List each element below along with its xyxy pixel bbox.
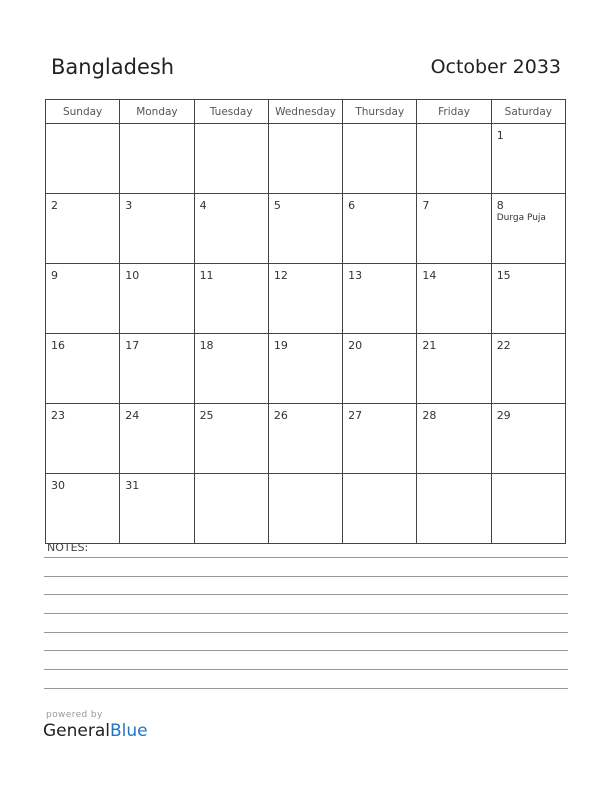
- day-number: 29: [496, 409, 511, 422]
- day-cell: [46, 474, 120, 544]
- day-number: 17: [125, 339, 140, 352]
- day-cell: [268, 474, 342, 544]
- brand-logo-blue: Blue: [110, 721, 148, 741]
- notes-line: [44, 650, 568, 651]
- day-number: 28: [422, 409, 437, 422]
- day-number: 26: [273, 409, 288, 422]
- notes-line: [44, 594, 568, 595]
- day-cell: [417, 264, 491, 334]
- day-cell: [491, 334, 565, 404]
- week-row: [46, 124, 566, 194]
- day-cell: [120, 404, 194, 474]
- day-cell: [268, 334, 342, 404]
- notes-line: [44, 688, 568, 689]
- day-cell: [343, 334, 417, 404]
- weekday-thursday: Thursday: [343, 100, 417, 124]
- day-number: 22: [496, 339, 511, 352]
- day-number: 3: [125, 199, 133, 212]
- week-row: [46, 264, 566, 334]
- weekday-monday: Monday: [120, 100, 194, 124]
- day-number: 21: [422, 339, 437, 352]
- day-cell: [491, 124, 565, 194]
- day-cell: [194, 264, 268, 334]
- notes-label: NOTES:: [47, 541, 89, 554]
- day-number: 13: [348, 269, 363, 282]
- day-cell: [343, 404, 417, 474]
- week-row: [46, 334, 566, 404]
- day-cell: [194, 474, 268, 544]
- notes-line: [44, 632, 568, 633]
- calendar-grid: [45, 99, 566, 544]
- country-title: Bangladesh: [51, 55, 175, 79]
- day-cell: [417, 124, 491, 194]
- brand-logo-general: General: [43, 721, 110, 741]
- day-cell: [268, 194, 342, 264]
- day-cell: [417, 334, 491, 404]
- day-number: 19: [273, 339, 288, 352]
- day-cell: [268, 264, 342, 334]
- day-number: 11: [199, 269, 214, 282]
- week-row: [46, 474, 566, 544]
- day-cell: [46, 124, 120, 194]
- day-cell: [46, 334, 120, 404]
- day-cell: [491, 404, 565, 474]
- day-number: 5: [273, 199, 281, 212]
- day-cell: [491, 474, 565, 544]
- day-cell: [268, 124, 342, 194]
- weekday-header-row: [46, 100, 566, 124]
- day-number: 9: [51, 269, 58, 282]
- weekday-saturday: Saturday: [491, 100, 565, 124]
- month-year-title: October 2033: [430, 56, 561, 78]
- day-cell: [194, 334, 268, 404]
- day-cell: [417, 474, 491, 544]
- day-cell: [343, 194, 417, 264]
- day-cell: [120, 194, 194, 264]
- day-cell: [120, 264, 194, 334]
- day-cell: [343, 264, 417, 334]
- day-cell: [417, 194, 491, 264]
- day-number: 1: [496, 129, 504, 142]
- day-cell: [120, 124, 194, 194]
- day-cell: [417, 404, 491, 474]
- notes-line: [44, 669, 568, 670]
- weekday-wednesday: Wednesday: [268, 100, 342, 124]
- day-cell: [343, 474, 417, 544]
- day-cell: [46, 404, 120, 474]
- day-number: 16: [51, 339, 65, 352]
- brand-logo: [43, 721, 148, 741]
- day-cell: [491, 194, 565, 264]
- day-number: 24: [125, 409, 140, 422]
- holiday-label: Durga Puja: [496, 213, 546, 223]
- day-number: 27: [348, 409, 363, 422]
- notes-line: [44, 576, 568, 577]
- day-number: 18: [199, 339, 214, 352]
- weekday-tuesday: Tuesday: [194, 100, 268, 124]
- day-number: 8: [496, 199, 504, 212]
- day-cell: [194, 404, 268, 474]
- powered-by-text: powered by: [46, 710, 103, 720]
- day-cell: [120, 334, 194, 404]
- day-number: 25: [199, 409, 214, 422]
- week-row: [46, 404, 566, 474]
- day-number: 30: [51, 479, 65, 492]
- day-number: 7: [422, 199, 430, 212]
- day-number: 4: [199, 199, 207, 212]
- day-number: 6: [348, 199, 356, 212]
- weekday-sunday: Sunday: [46, 100, 120, 124]
- day-cell: [268, 404, 342, 474]
- day-number: 12: [273, 269, 288, 282]
- notes-line: [44, 557, 568, 558]
- weekday-friday: Friday: [417, 100, 491, 124]
- day-cell: [120, 474, 194, 544]
- day-number: 15: [496, 269, 511, 282]
- day-cell: [491, 264, 565, 334]
- day-cell: [194, 124, 268, 194]
- calendar-body: [46, 124, 566, 544]
- day-number: 20: [348, 339, 363, 352]
- day-cell: [46, 194, 120, 264]
- day-number: 23: [51, 409, 65, 422]
- day-number: 14: [422, 269, 437, 282]
- day-number: 31: [125, 479, 140, 492]
- day-cell: [46, 264, 120, 334]
- day-number: 10: [125, 269, 140, 282]
- day-cell: [194, 194, 268, 264]
- week-row: [46, 194, 566, 264]
- day-number: 2: [51, 199, 58, 212]
- day-cell: [343, 124, 417, 194]
- notes-line: [44, 613, 568, 614]
